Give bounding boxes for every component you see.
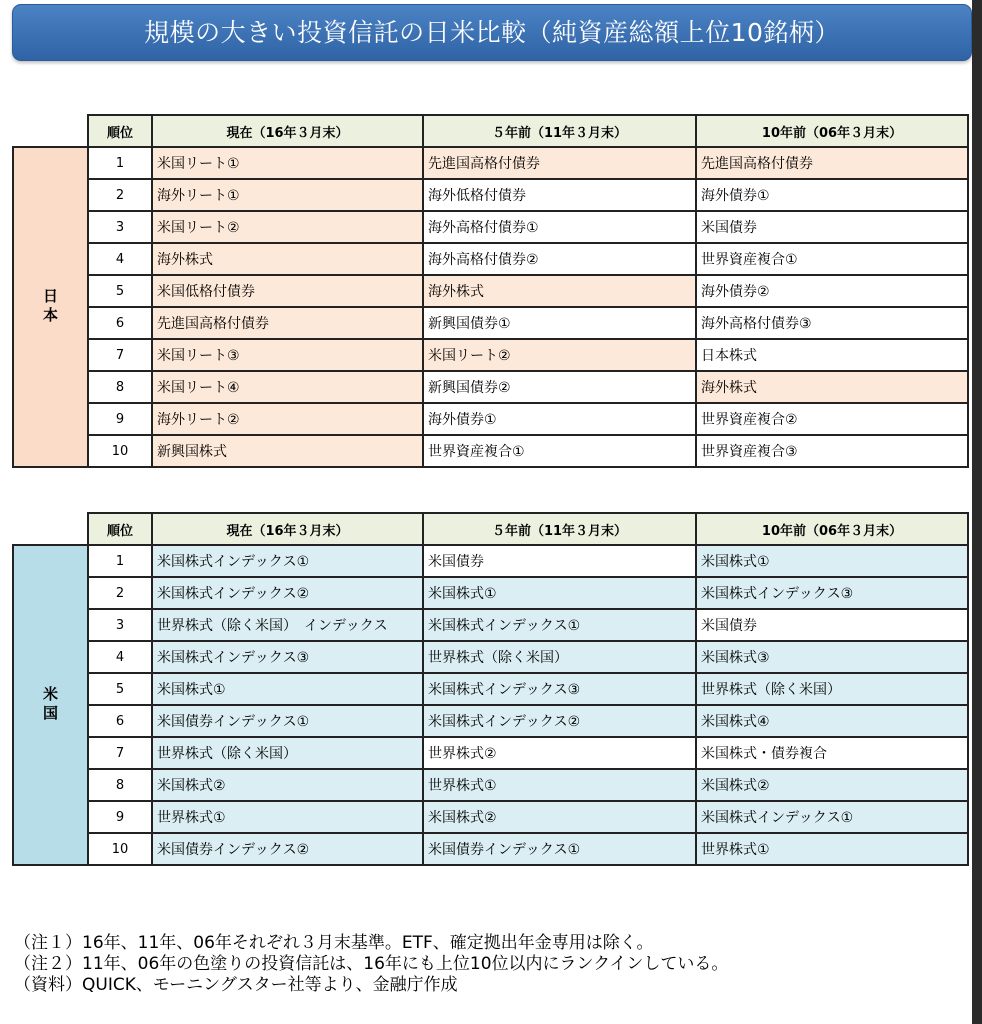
fund-5y-ago: 米国株式インデックス② bbox=[423, 705, 696, 737]
fund-10y-ago: 米国株式② bbox=[696, 769, 968, 801]
fund-5y-ago: 新興国債券② bbox=[423, 371, 696, 403]
rank-cell: 7 bbox=[88, 737, 152, 769]
table-row bbox=[13, 371, 968, 403]
rank-cell: 5 bbox=[88, 275, 152, 307]
table-row bbox=[13, 339, 968, 371]
rank-cell: 10 bbox=[88, 833, 152, 865]
rank-cell: 10 bbox=[88, 435, 152, 467]
table-row bbox=[13, 769, 968, 801]
fund-10y-ago: 海外債券① bbox=[696, 179, 968, 211]
fund-5y-ago: 米国株式① bbox=[423, 577, 696, 609]
usa-country-label: 米国 bbox=[13, 545, 88, 865]
fund-current: 世界株式（除く米国） bbox=[152, 737, 423, 769]
usa-header-row bbox=[13, 513, 968, 545]
rank-cell: 7 bbox=[88, 339, 152, 371]
fund-5y-ago: 米国債券 bbox=[423, 545, 696, 577]
fund-10y-ago: 米国株式① bbox=[696, 545, 968, 577]
table-row bbox=[13, 833, 968, 865]
table-row bbox=[13, 307, 968, 339]
fund-current: 新興国株式 bbox=[152, 435, 423, 467]
table-row bbox=[13, 609, 968, 641]
fund-current: 米国債券インデックス② bbox=[152, 833, 423, 865]
fund-current: 米国株式インデックス① bbox=[152, 545, 423, 577]
fund-10y-ago: 海外債券② bbox=[696, 275, 968, 307]
fund-current: 米国リート④ bbox=[152, 371, 423, 403]
table-row bbox=[13, 545, 968, 577]
fund-10y-ago: 米国債券 bbox=[696, 211, 968, 243]
rank-cell: 9 bbox=[88, 403, 152, 435]
fund-5y-ago: 米国株式② bbox=[423, 801, 696, 833]
window-edge bbox=[972, 0, 982, 1024]
fund-5y-ago: 海外高格付債券② bbox=[423, 243, 696, 275]
fund-5y-ago: 米国株式インデックス③ bbox=[423, 673, 696, 705]
rank-cell: 3 bbox=[88, 609, 152, 641]
fund-5y-ago: 新興国債券① bbox=[423, 307, 696, 339]
rank-cell: 6 bbox=[88, 307, 152, 339]
rank-cell: 2 bbox=[88, 179, 152, 211]
table-row bbox=[13, 403, 968, 435]
table-row bbox=[13, 577, 968, 609]
fund-5y-ago: 米国株式インデックス① bbox=[423, 609, 696, 641]
fund-current: 米国リート② bbox=[152, 211, 423, 243]
table-row bbox=[13, 801, 968, 833]
rank-cell: 1 bbox=[88, 545, 152, 577]
fund-current: 米国株式② bbox=[152, 769, 423, 801]
fund-current: 海外リート① bbox=[152, 179, 423, 211]
fund-10y-ago: 米国株式・債券複合 bbox=[696, 737, 968, 769]
fund-5y-ago: 米国債券インデックス① bbox=[423, 833, 696, 865]
header-rank: 順位 bbox=[88, 115, 152, 147]
fund-current: 海外株式 bbox=[152, 243, 423, 275]
header-ten-years-ago: 10年前（06年３月末） bbox=[696, 513, 968, 545]
header-five-years-ago: ５年前（11年３月末） bbox=[423, 115, 696, 147]
fund-current: 米国株式インデックス③ bbox=[152, 641, 423, 673]
fund-5y-ago: 先進国高格付債券 bbox=[423, 147, 696, 179]
fund-10y-ago: 米国株式インデックス① bbox=[696, 801, 968, 833]
table-row bbox=[13, 435, 968, 467]
japan-corner bbox=[13, 115, 88, 147]
footnote-1: （注１）16年、11年、06年それぞれ３月末基準。ETF、確定拠出年金専用は除く。 bbox=[14, 933, 654, 953]
table-row bbox=[13, 179, 968, 211]
rank-cell: 1 bbox=[88, 147, 152, 179]
fund-current: 米国株式インデックス② bbox=[152, 577, 423, 609]
table-row bbox=[13, 673, 968, 705]
fund-current: 世界株式（除く米国） インデックス bbox=[152, 609, 423, 641]
fund-5y-ago: 世界株式① bbox=[423, 769, 696, 801]
fund-current: 米国リート③ bbox=[152, 339, 423, 371]
table-row bbox=[13, 243, 968, 275]
usa-corner bbox=[13, 513, 88, 545]
footnotes bbox=[14, 933, 964, 996]
japan-header-row bbox=[13, 115, 968, 147]
fund-10y-ago: 米国債券 bbox=[696, 609, 968, 641]
fund-10y-ago: 海外高格付債券③ bbox=[696, 307, 968, 339]
fund-current: 先進国高格付債券 bbox=[152, 307, 423, 339]
fund-5y-ago: 海外債券① bbox=[423, 403, 696, 435]
fund-current: 世界株式① bbox=[152, 801, 423, 833]
japan-table bbox=[12, 114, 969, 468]
fund-10y-ago: 世界資産複合③ bbox=[696, 435, 968, 467]
rank-cell: 8 bbox=[88, 769, 152, 801]
header-five-years-ago: ５年前（11年３月末） bbox=[423, 513, 696, 545]
header-current: 現在（16年３月末） bbox=[152, 115, 423, 147]
rank-cell: 8 bbox=[88, 371, 152, 403]
table-row bbox=[13, 737, 968, 769]
table-row bbox=[13, 641, 968, 673]
fund-10y-ago: 世界資産複合② bbox=[696, 403, 968, 435]
fund-10y-ago: 日本株式 bbox=[696, 339, 968, 371]
fund-5y-ago: 海外低格付債券 bbox=[423, 179, 696, 211]
table-row bbox=[13, 705, 968, 737]
fund-current: 米国低格付債券 bbox=[152, 275, 423, 307]
page-title: 規模の大きい投資信託の日米比較（純資産総額上位10銘柄） bbox=[12, 4, 972, 61]
rank-cell: 9 bbox=[88, 801, 152, 833]
rank-cell: 4 bbox=[88, 641, 152, 673]
fund-5y-ago: 海外高格付債券① bbox=[423, 211, 696, 243]
fund-10y-ago: 海外株式 bbox=[696, 371, 968, 403]
fund-10y-ago: 世界株式① bbox=[696, 833, 968, 865]
fund-current: 海外リート② bbox=[152, 403, 423, 435]
rank-cell: 6 bbox=[88, 705, 152, 737]
table-row bbox=[13, 275, 968, 307]
rank-cell: 4 bbox=[88, 243, 152, 275]
fund-10y-ago: 先進国高格付債券 bbox=[696, 147, 968, 179]
fund-current: 米国リート① bbox=[152, 147, 423, 179]
table-row bbox=[13, 211, 968, 243]
footnote-2: （注２）11年、06年の色塗りの投資信託は、16年にも上位10位以内にランクインしている。 bbox=[14, 954, 729, 974]
fund-current: 米国債券インデックス① bbox=[152, 705, 423, 737]
fund-5y-ago: 海外株式 bbox=[423, 275, 696, 307]
rank-cell: 5 bbox=[88, 673, 152, 705]
fund-5y-ago: 世界株式（除く米国） bbox=[423, 641, 696, 673]
header-current: 現在（16年３月末） bbox=[152, 513, 423, 545]
footnote-source: （資料）QUICK、モーニングスター社等より、金融庁作成 bbox=[14, 975, 458, 995]
fund-10y-ago: 米国株式インデックス③ bbox=[696, 577, 968, 609]
rank-cell: 2 bbox=[88, 577, 152, 609]
rank-cell: 3 bbox=[88, 211, 152, 243]
fund-10y-ago: 米国株式④ bbox=[696, 705, 968, 737]
header-ten-years-ago: 10年前（06年３月末） bbox=[696, 115, 968, 147]
fund-10y-ago: 米国株式③ bbox=[696, 641, 968, 673]
header-rank: 順位 bbox=[88, 513, 152, 545]
table-row bbox=[13, 147, 968, 179]
usa-table bbox=[12, 512, 969, 866]
fund-10y-ago: 世界株式（除く米国） bbox=[696, 673, 968, 705]
japan-country-label: 日本 bbox=[13, 147, 88, 467]
fund-10y-ago: 世界資産複合① bbox=[696, 243, 968, 275]
fund-5y-ago: 世界資産複合① bbox=[423, 435, 696, 467]
fund-5y-ago: 米国リート② bbox=[423, 339, 696, 371]
fund-5y-ago: 世界株式② bbox=[423, 737, 696, 769]
fund-current: 米国株式① bbox=[152, 673, 423, 705]
